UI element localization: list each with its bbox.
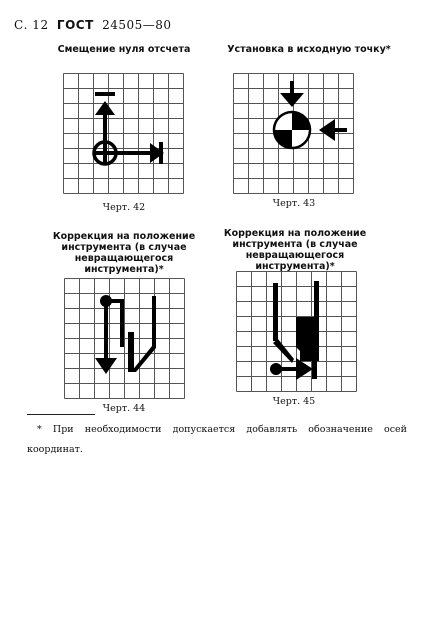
page-header xyxy=(14,18,172,32)
figure-43-caption: Черт. 43 xyxy=(272,198,316,209)
figure-44-symbol xyxy=(64,278,185,399)
figure-42-symbol xyxy=(63,73,184,194)
footnote: * При необходимости допускается добавлять обозначение осей координат. xyxy=(27,424,407,455)
standard-number: 24505—80 xyxy=(102,18,172,32)
figure-44-title: Коррекция на положение инструмента (в случае невращающегося инструмента)* xyxy=(52,231,196,275)
standard-prefix: ГОСТ xyxy=(56,18,94,32)
page-number: С. 12 xyxy=(14,18,49,32)
figure-45-title: Коррекция на положение инструмента (в случае невращающегося инструмента)* xyxy=(223,228,367,272)
figure-44-caption: Черт. 44 xyxy=(102,403,146,414)
figure-42-caption: Черт. 42 xyxy=(102,202,146,213)
figure-45-symbol xyxy=(236,271,357,392)
figure-42-title: Смещение нуля отсчета xyxy=(57,44,191,55)
footnote-divider xyxy=(27,414,95,415)
figure-45-caption: Черт. 45 xyxy=(272,396,316,407)
figure-43-symbol xyxy=(233,73,354,194)
figure-43-title: Установка в исходную точку* xyxy=(227,44,391,55)
